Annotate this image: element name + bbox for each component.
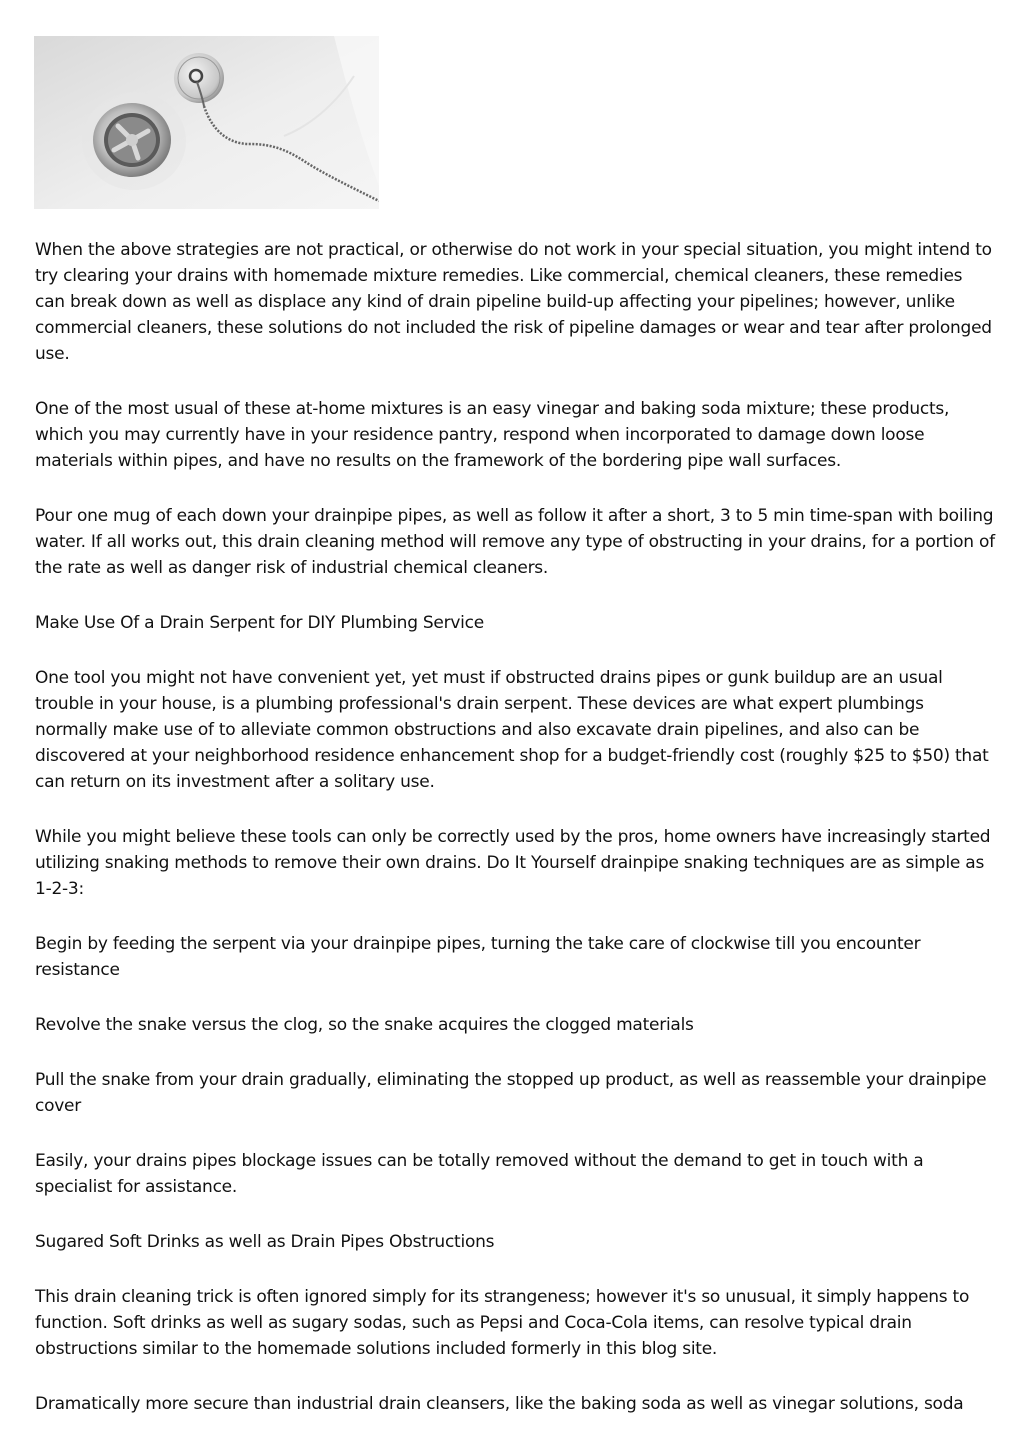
paragraph-drain-serpent-tool: One tool you might not have convenient yet, yet must if obstructed drains pipes or gunk buildup are an usual trouble in your house, is a plumbing professional's drain serpent. These devices are what expert plumbings normally make use of to alleviate common obstructions and also excavate drain pipelines, and also can be discovered at your neighborhood residence enhancement shop for a budget-friendly cost (roughly $25 to $50) that can return on its investment after a solitary use.	[35, 668, 989, 792]
paragraph-vinegar-baking-soda: One of the most usual of these at-home mixtures is an easy vinegar and baking soda mixture; these products, which you may currently have in your residence pantry, respond when incorporated to damage down loose materials within pipes, and have no results on the framework of the bordering pipe wall surfaces.	[35, 399, 950, 471]
step-pull-snake: Pull the snake from your drain gradually, eliminating the stopped up product, as well as reassemble your drainpipe cover	[35, 1070, 987, 1116]
paragraph-blockage-removed: Easily, your drains pipes blockage issues can be totally removed without the demand to get in touch with a specialist for assistance.	[35, 1151, 924, 1197]
step-feed-serpent: Begin by feeding the serpent via your drainpipe pipes, turning the take care of clockwise till you encounter resistance	[35, 934, 921, 980]
paragraph-soft-drinks-trick: This drain cleaning trick is often ignored simply for its strangeness; however it's so unusual, it simply happens to function. Soft drinks as well as sugary sodas, such as Pepsi and Coca-Cola items, can resolve typical drain obstructions similar to the homemade solutions included formerly in this blog site.	[35, 1287, 970, 1359]
step-revolve-snake: Revolve the snake versus the clog, so the snake acquires the clogged materials	[35, 1015, 694, 1035]
paragraph-home-remedies: When the above strategies are not practical, or otherwise do not work in your special situation, you might intend to try clearing your drains with homemade mixture remedies. Like commercial, chemical cleaners, these remedies can break down as well as displace any kind of drain pipeline build-up affecting your pipelines; however, unlike commercial cleaners, these solutions do not included the risk of pipeline damages or wear and tear after prolonged use.	[35, 240, 992, 364]
paragraph-soda-safer: Dramatically more secure than industrial drain cleansers, like the baking soda as well as vinegar solutions, soda	[35, 1394, 964, 1414]
section-heading-soft-drinks: Sugared Soft Drinks as well as Drain Pipes Obstructions	[35, 1232, 495, 1252]
paragraph-pour-instructions: Pour one mug of each down your drainpipe pipes, as well as follow it after a short, 3 to 5 min time-span with boiling water. If all works out, this drain cleaning method will remove any type of obstructing in your drains, for a portion of the rate as well as danger risk of industrial chemical cleaners.	[35, 506, 995, 578]
paragraph-snaking-methods: While you might believe these tools can only be correctly used by the pros, home owners have increasingly started utilizing snaking methods to remove their own drains. Do It Yourself drainpipe snaking techniques are as simple as 1-2-3:	[35, 827, 991, 899]
drain-photo	[34, 36, 379, 209]
drain-photo-illustration	[34, 36, 379, 209]
section-heading-drain-serpent: Make Use Of a Drain Serpent for DIY Plumbing Service	[35, 613, 484, 633]
article-body	[35, 237, 995, 1446]
